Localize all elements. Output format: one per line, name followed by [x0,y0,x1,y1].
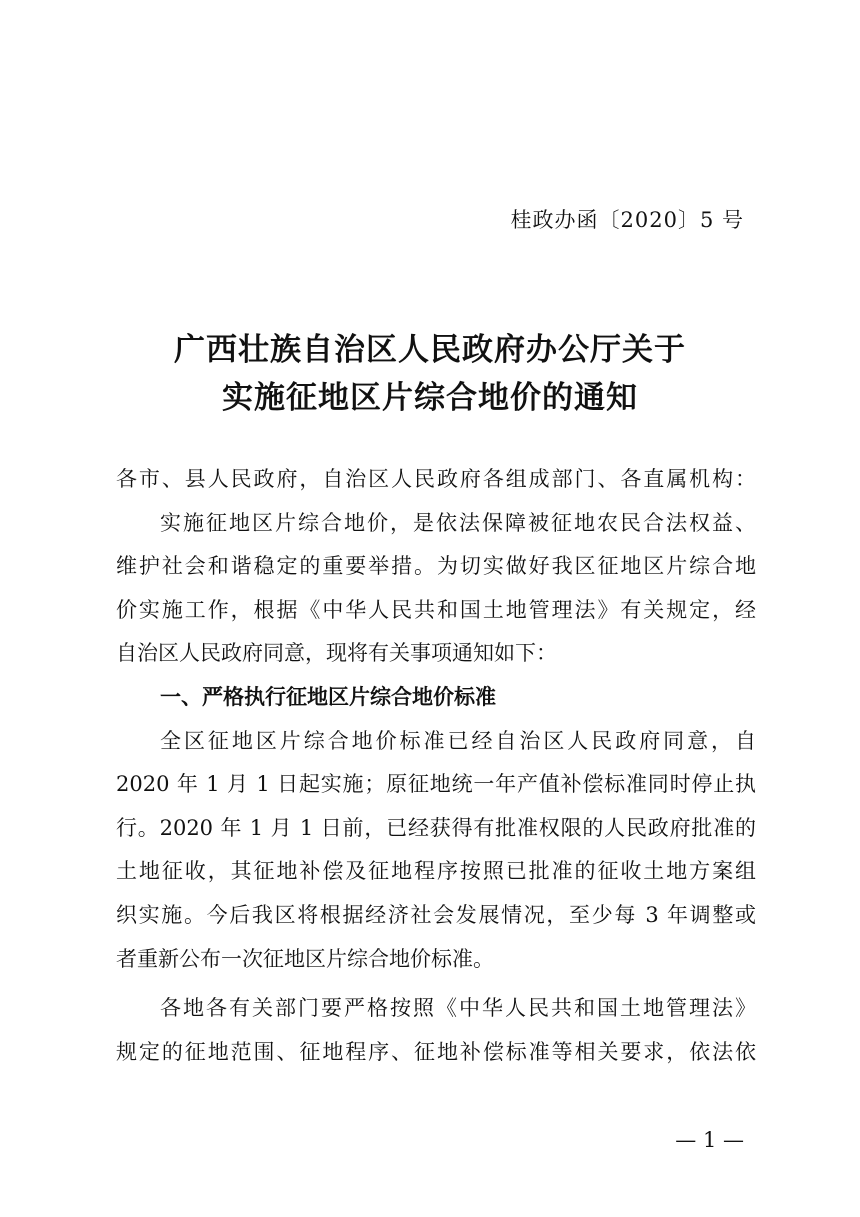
paragraph-1-line: 维护社会和谐稳定的重要举措。为切实做好我区征地区片综合地 [116,554,756,579]
paragraph-2-line: 织实施。今后我区将根据经济社会发展情况，至少每 3 年调整或 [116,902,756,927]
paragraph-2-line: 全区征地区片综合地价标准已经自治区人民政府同意，自 [160,728,756,753]
paragraph-1-line: 实施征地区片综合地价，是依法保障被征地农民合法权益、 [160,510,756,535]
paragraph-2-line: 2020 年 1 月 1 日起实施；原征地统一年产值补偿标准同时停止执 [116,772,756,797]
document-body [116,458,756,1074]
paragraph-2-line: 者重新公布一次征地区片综合地价标准。 [116,946,494,971]
page-number: — 1 — [675,1128,744,1152]
title-line-1: 广西壮族自治区人民政府办公厅关于 [174,332,686,368]
paragraph-3-line: 各地各有关部门要严格按照《中华人民共和国土地管理法》 [160,996,756,1021]
paragraph-2-line: 行。2020 年 1 月 1 日前，已经获得有批准权限的人民政府批准的 [116,815,756,840]
section-1-heading: 一、严格执行征地区片综合地价标准 [160,684,496,709]
title-line-2: 实施征地区片综合地价的通知 [222,380,638,416]
paragraph-1-line: 自治区人民政府同意，现将有关事项通知如下： [116,641,557,666]
paragraph-2-line: 土地征收，其征地补偿及征地程序按照已批准的征收土地方案组 [116,859,756,884]
addressee: 各市、县人民政府，自治区人民政府各组成部门、各直属机构： [116,467,756,491]
paragraph-1-line: 价实施工作，根据《中华人民共和国土地管理法》有关规定，经 [116,597,756,622]
document-title [0,326,860,422]
document-number: 桂政办函〔2020〕5 号 [510,208,744,232]
paragraph-3-line: 规定的征地范围、征地程序、征地补偿标准等相关要求，依法依 [116,1039,756,1064]
